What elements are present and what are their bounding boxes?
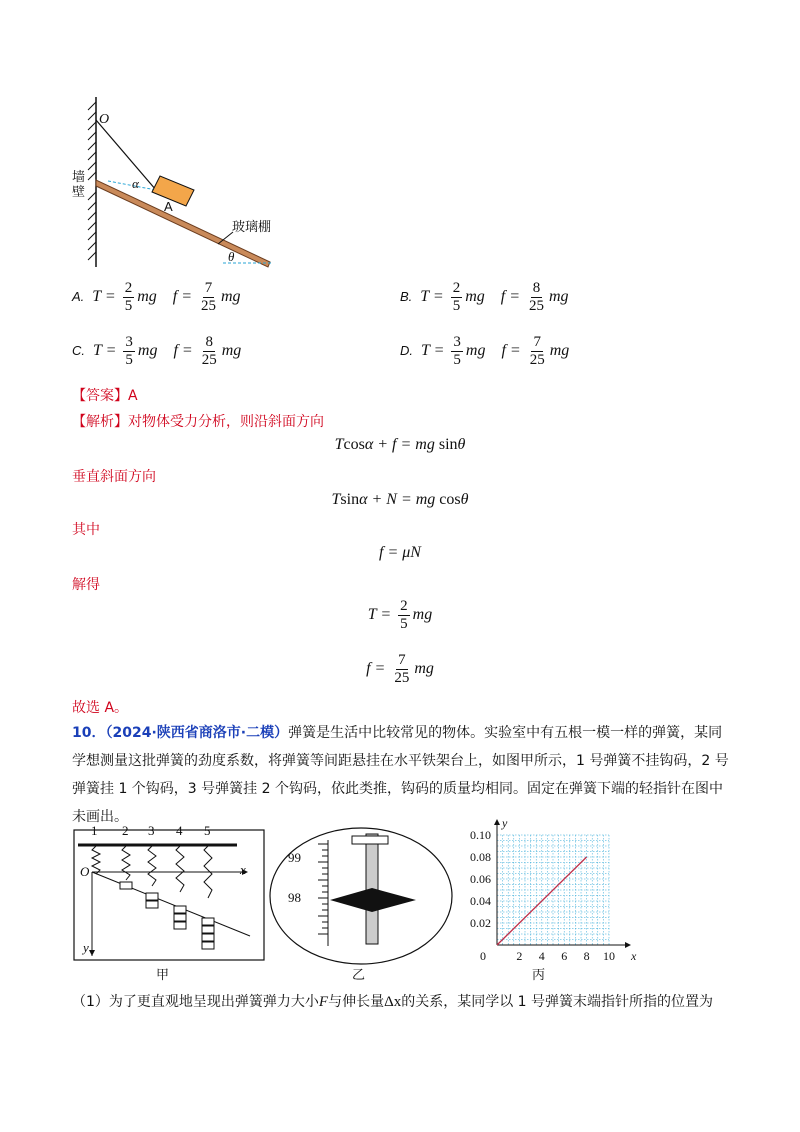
label-theta: θ [228, 249, 235, 264]
spring-number-5: 5 [204, 823, 211, 838]
option-b[interactable]: B. T = $\frac{2}{5}$ mg f = $\frac{8}{25}$ mg [400, 280, 569, 314]
solution-t: T = $\frac{2}{5}$ mg [367, 598, 433, 632]
label-glass: 玻璃棚 [232, 220, 272, 235]
x-tick-label: 8 [583, 949, 590, 963]
x-axis-arrow [625, 942, 631, 948]
option-a[interactable]: A. T = $\frac{2}{5}$ mg f = $\frac{7}{25}$ mg [72, 280, 241, 314]
spring-number-1: 1 [91, 823, 98, 838]
q10-sub1: （1）为了更直观地呈现出弹簧弹力大小F与伸长量Δx的关系，某同学以 1 号弹簧末端指针所指的位置为 [72, 994, 714, 1010]
label-alpha: α [132, 176, 139, 191]
answer-label: 【答案】A [72, 388, 138, 404]
y-tick-label: 0.08 [470, 850, 491, 864]
perp-label: 垂直斜面方向 [72, 469, 156, 485]
y-tick-label: 0.06 [470, 872, 491, 886]
y-tick-label: 0.10 [470, 828, 491, 842]
yi-tick-99: 99 [288, 850, 301, 865]
q10-text: 10．（2024·陕西省商洛市·二模）弹簧是生活中比较常见的物体。实验室中有五根一模一样的弹簧，某同 学想测量这批弹簧的劲度系数，将弹簧等间距悬挂在水平铁架台上，如图甲所示，1 号弹簧不挂钩码，2 号 弹簧挂 1 个钩码，3 号弹簧挂 2 个钩码，依此类推，钩码的质量均相同。固定在弹簧下端的轻指针在图中 未画出。 [72, 725, 729, 825]
label-o: O [99, 112, 110, 127]
yi-caption: 乙 [352, 968, 366, 983]
option-d[interactable]: D. T = $\frac{3}{5}$ mg f = $\frac{7}{25}$ mg [400, 334, 570, 368]
where-label: 其中 [72, 522, 100, 538]
yi-tick-98: 98 [288, 890, 301, 905]
jia-axis-x: x [240, 862, 246, 877]
equation-perpendicular: Tsinα + N = mg cosθ [331, 491, 469, 508]
spring-number-4: 4 [176, 823, 183, 838]
option-c[interactable]: C. T = $\frac{3}{5}$ mg f = $\frac{8}{25}$ mg [72, 334, 242, 368]
solution-f: f = $\frac{7}{25}$ mg [366, 652, 434, 686]
solve-label: 解得 [72, 577, 100, 593]
conclusion: 故选 A。 [72, 700, 129, 716]
origin-label: 0 [480, 949, 486, 963]
q10-source: （2024·陕西省商洛市·二模） [105, 725, 289, 741]
bing-caption: 丙 [532, 968, 546, 983]
spring-number-3: 3 [148, 823, 155, 838]
y-tick-label: 0.04 [470, 894, 491, 908]
analysis-label: 【解析】对物体受力分析，则沿斜面方向 [72, 414, 324, 430]
equation-parallel: Tcosα + f = mg sinθ [334, 436, 466, 453]
figure-bing-chart [455, 816, 637, 965]
label-block-a: A [164, 199, 173, 214]
y-axis-arrow [494, 819, 500, 825]
jia-caption: 甲 [156, 968, 170, 983]
x-tick-label: 2 [516, 949, 523, 963]
x-tick-label: 6 [561, 949, 568, 963]
x-tick-label: 10 [603, 949, 615, 963]
q10-number: 10． [72, 725, 106, 741]
y-axis-label: y [502, 816, 508, 830]
x-tick-label: 4 [538, 949, 545, 963]
jia-origin: O [80, 864, 90, 879]
jia-axis-y: y [83, 940, 89, 955]
y-tick-label: 0.02 [470, 916, 491, 930]
spring-number-2: 2 [122, 823, 129, 838]
x-axis-label: x [631, 949, 637, 963]
label-wall: 墙 壁 [72, 170, 86, 200]
figure-jia [72, 828, 272, 963]
equation-friction: f = μN [379, 544, 421, 561]
